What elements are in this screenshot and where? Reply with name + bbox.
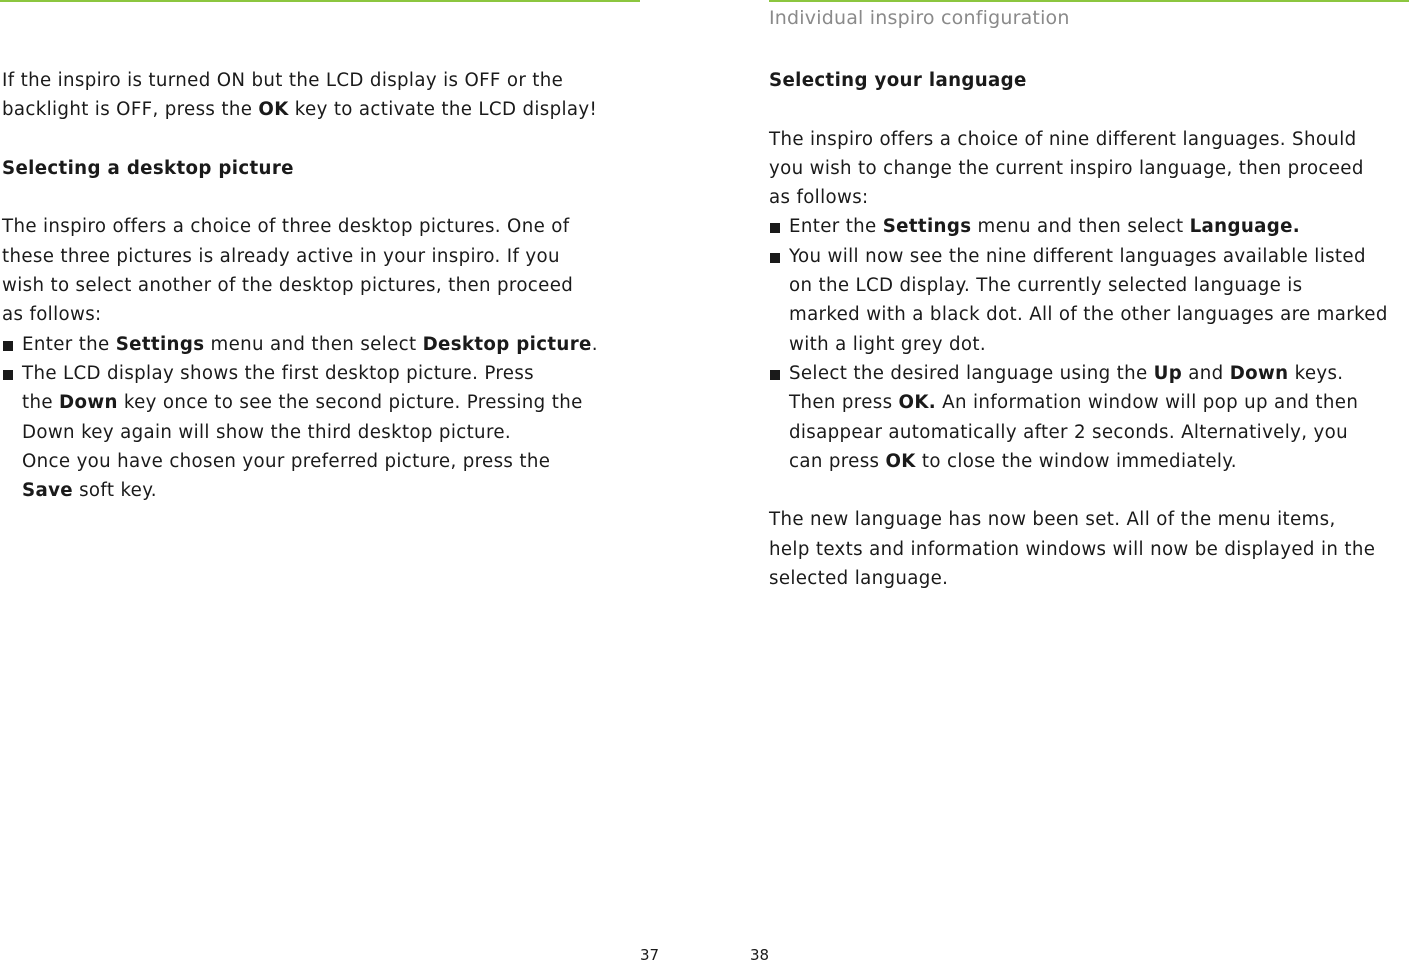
page-number-left: 37 (640, 946, 660, 964)
square-bullet-icon (3, 341, 13, 351)
intro-paragraph: If the inspiro is turned ON but the LCD display is OFF or the backlight is OFF, press the OK key to activate the LCD display! (2, 70, 598, 121)
square-bullet-icon (770, 223, 780, 233)
desktop-picture-paragraph: The inspiro offers a choice of three desktop pictures. One of these three pictures is already active in your inspiro. If you wish to select another of the desktop pictures, then proceed as follows: (2, 216, 574, 326)
list-item: Enter the Settings menu and then select Desktop picture. (2, 330, 598, 359)
language-steps (769, 212, 1388, 476)
section-heading-desktop-picture: Selecting a desktop picture (2, 157, 294, 179)
top-rule-left (0, 0, 640, 2)
list-item: Select the desired language using the Up and Down keys. Then press OK. An information window will pop up and then disappear automatically after 2 seconds. Alternatively, you can press OK to close the window immediately. (769, 359, 1388, 476)
square-bullet-icon (770, 370, 780, 380)
top-rule-right (769, 0, 1409, 2)
square-bullet-icon (3, 370, 13, 380)
right-page-content (769, 66, 1388, 593)
section-heading-language: Selecting your language (769, 70, 1027, 91)
list-item: The LCD display shows the first desktop picture. Press the Down key once to see the second picture. Pressing the Down key again will show the third desktop picture. Once you have chosen your preferred picture, press the Save soft key. (2, 359, 598, 505)
left-page-content (2, 66, 598, 505)
running-header: Individual inspiro configuration (769, 7, 1070, 29)
page-number-right: 38 (750, 946, 770, 964)
closing-paragraph: The new language has now been set. All of the menu items, help texts and information windows will now be displayed in the selected language. (769, 509, 1376, 590)
desktop-picture-steps (2, 330, 598, 506)
list-item: You will now see the nine different languages available listed on the LCD display. The currently selected language is marked with a black dot. All of the other languages are marked with a light grey dot. (769, 242, 1388, 359)
language-paragraph: The inspiro offers a choice of nine different languages. Should you wish to change the current inspiro language, then proceed as follows: (769, 128, 1364, 209)
list-item: Enter the Settings menu and then select Language. (769, 212, 1388, 241)
square-bullet-icon (770, 253, 780, 263)
